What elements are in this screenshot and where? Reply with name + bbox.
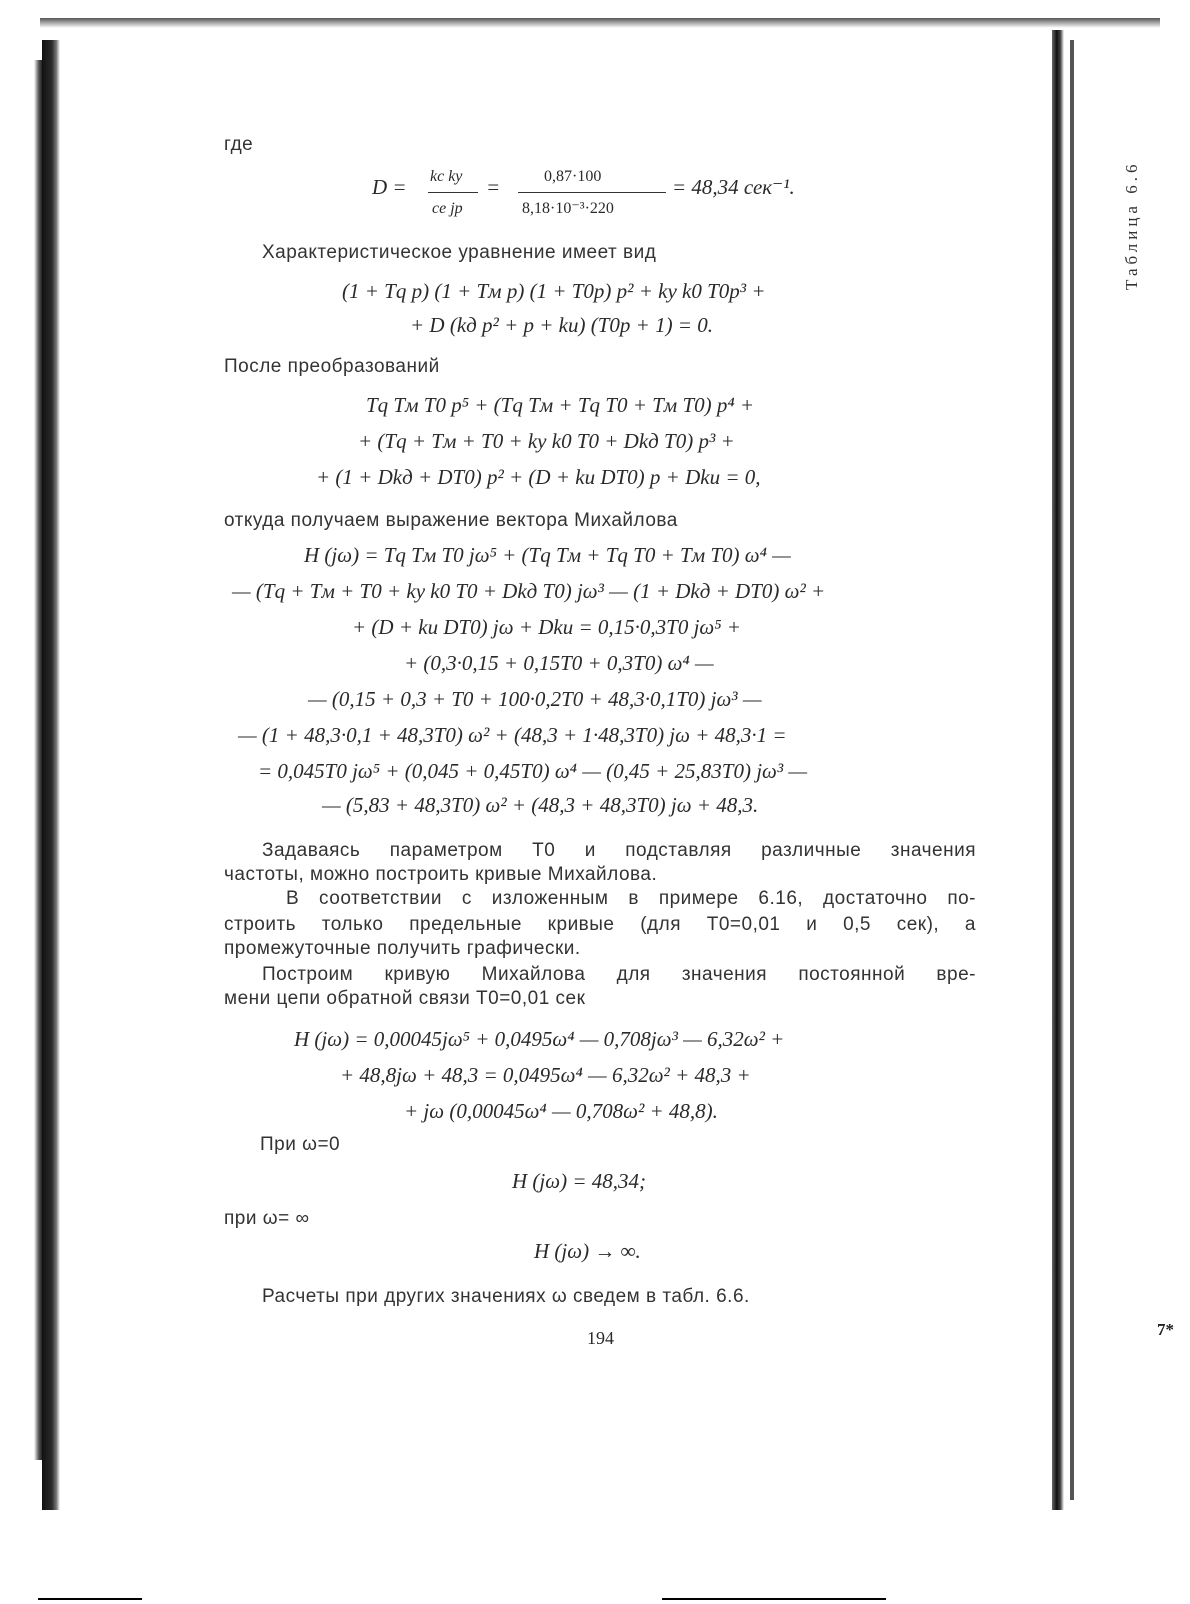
equation-line-11: — (1 + 48,3·0,1 + 48,3T0) ω² + (48,3 + 1·48,3T0) jω + 48,3·1 =: [238, 723, 787, 747]
equation-omega-infinity: H (jω) → ∞.: [534, 1239, 641, 1263]
text-after-transform: После преобразований: [224, 356, 440, 377]
scan-edge-right-inner: [1070, 40, 1074, 1500]
paragraph-2-line-1: В соответствии с изложенным в примере 6.16, достаточно по-: [286, 888, 976, 909]
paragraph-1-line-1: Задаваясь параметром T0 и подставляя различные значения: [262, 840, 976, 861]
formula-d-equals: =: [486, 175, 501, 199]
table-side-caption: Таблица 6.6: [1122, 160, 1141, 290]
bottom-rule-left: [38, 1598, 142, 1600]
text-char-equation: Характеристическое уравнение имеет вид: [262, 242, 657, 263]
equation-line-4: + (Tq + Tм + T0 + kу k0 T0 + Dkд T0) p³ +: [358, 429, 735, 453]
equation-line-9: + (0,3·0,15 + 0,15T0 + 0,3T0) ω⁴ —: [404, 651, 714, 675]
equation-omega-zero: H (jω) = 48,34;: [512, 1169, 646, 1193]
margin-mark: 7*: [1157, 1320, 1174, 1339]
equation-line-15: + 48,8jω + 48,3 = 0,0495ω⁴ — 6,32ω² + 48,3 +: [340, 1063, 751, 1087]
scan-edge-right: [1052, 30, 1064, 1510]
equation-line-8: + (D + kи DT0) jω + Dkи = 0,15·0,3T0 jω⁵ +: [352, 615, 741, 639]
equation-line-12: = 0,045T0 jω⁵ + (0,045 + 0,45T0) ω⁴ — (0,45 + 25,83T0) jω³ —: [258, 759, 808, 783]
formula-d-denominator-1: ce jp: [432, 200, 463, 217]
equation-line-10: — (0,15 + 0,3 + T0 + 100·0,2T0 + 48,3·0,1T0) jω³ —: [308, 687, 762, 711]
text-at-omega-zero: При ω=0: [260, 1134, 341, 1155]
equation-line-1: (1 + Tq p) (1 + Tм p) (1 + T0p) p² + kу k0 T0p³ +: [342, 279, 766, 303]
paragraph-3-line-2: мени цепи обратной связи T0=0,01 сек: [224, 988, 586, 1009]
formula-d-numerator-2: 0,87·100: [544, 168, 602, 185]
scan-edge-left-outer: [34, 60, 42, 1460]
equation-line-3: Tq Tм T0 p⁵ + (Tq Tм + Tq T0 + Tм T0) p⁴ +: [366, 393, 755, 417]
text-table-reference: Расчеты при других значениях ω сведем в табл. 6.6.: [262, 1286, 750, 1307]
page-number: 194: [587, 1328, 614, 1348]
formula-d-denominator-2: 8,18·10⁻³·220: [522, 200, 614, 217]
formula-d-result: = 48,34 сек⁻¹.: [672, 175, 795, 199]
equation-line-16: + jω (0,00045ω⁴ — 0,708ω² + 48,8).: [404, 1099, 718, 1123]
text-mikhailov-vector: откуда получаем выражение вектора Михайлова: [224, 510, 678, 531]
text-line-where: где: [224, 134, 254, 155]
paragraph-3-line-1: Построим кривую Михайлова для значения постоянной вре-: [262, 964, 976, 985]
bottom-rule-right: [662, 1598, 886, 1600]
equation-line-6: H (jω) = Tq Tм T0 jω⁵ + (Tq Tм + Tq T0 + Tм T0) ω⁴ —: [304, 543, 791, 567]
equation-line-2: + D (kд p² + p + kи) (T0p + 1) = 0.: [410, 313, 713, 337]
equation-line-13: — (5,83 + 48,3T0) ω² + (48,3 + 48,3T0) jω + 48,3.: [322, 793, 759, 817]
paragraph-2-line-3: промежуточные получить графически.: [224, 938, 581, 959]
paragraph-2-line-2: строить только предельные кривые (для T0=0,01 и 0,5 сек), а: [224, 914, 976, 935]
text-at-omega-infinity: при ω= ∞: [224, 1208, 310, 1229]
paragraph-1-line-2: частоты, можно построить кривые Михайлова.: [224, 864, 658, 885]
formula-d-numerator-1: kc ky: [430, 168, 463, 185]
equation-line-7: — (Tq + Tм + T0 + kу k0 T0 + Dkд T0) jω³ — (1 + Dkд + DT0) ω² +: [232, 579, 826, 603]
scan-edge-left: [42, 40, 60, 1510]
equation-line-14: H (jω) = 0,00045jω⁵ + 0,0495ω⁴ — 0,708jω³ — 6,32ω² +: [294, 1027, 785, 1051]
equation-line-5: + (1 + Dkд + DT0) p² + (D + kи DT0) p + Dkи = 0,: [316, 465, 761, 489]
scan-edge-top: [40, 18, 1160, 28]
fraction-bar-2: [518, 192, 666, 193]
fraction-bar-1: [428, 192, 478, 193]
formula-d-lhs: D =: [372, 175, 407, 199]
